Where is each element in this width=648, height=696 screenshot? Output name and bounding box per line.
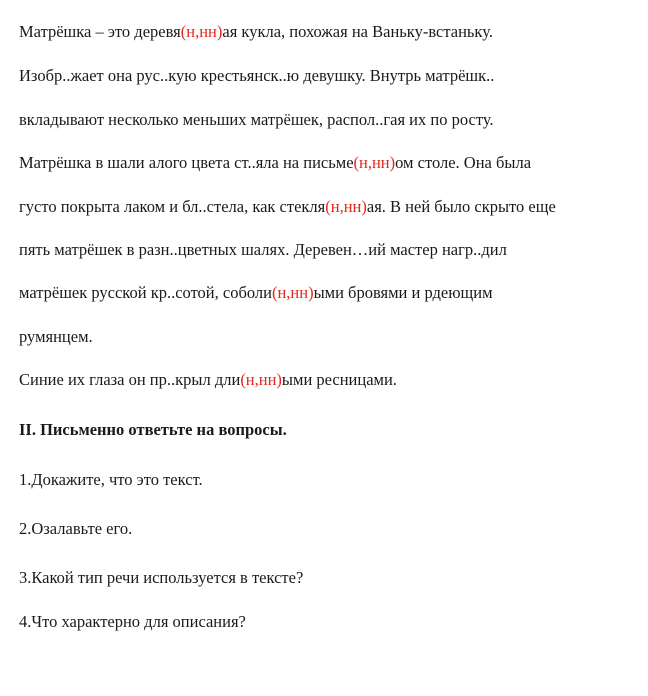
blank-n-nn: (н,нн) bbox=[240, 370, 282, 389]
blank-n-nn: (н,нн) bbox=[271, 283, 314, 302]
question-3: 3.Какой тип речи используется в тексте? bbox=[19, 568, 304, 587]
text-line-8: румянцем. bbox=[19, 327, 93, 346]
question-1: 1.Докажите, что это текст. bbox=[19, 470, 203, 489]
text-line-3: вкладывают несколько меньших матрёшек, распол..гая их по росту. bbox=[19, 110, 494, 129]
question-2: 2.Озалавьте его. bbox=[19, 519, 133, 538]
blank-n-nn: (н,нн) bbox=[353, 153, 396, 172]
text-line-9: Синие их глаза он пр..крыл дли(н,нн)ыми ресницами. bbox=[19, 370, 397, 389]
blank-n-nn: (н,нн) bbox=[180, 22, 223, 41]
question-4: 4.Что характерно для описания? bbox=[19, 612, 246, 631]
section-heading: II. Письменно ответьте на вопросы. bbox=[19, 420, 287, 439]
text-line-7: матрёшек русской кр..сотой, соболи(н,нн)ыми бровями и рдеющим bbox=[19, 283, 493, 302]
blank-n-nn: (н,нн) bbox=[325, 197, 367, 216]
text-line-2: Изобр..жает она рус..кую крестьянск..ю девушку. Внутрь матрёшк.. bbox=[19, 66, 495, 85]
text-line-5: густо покрыта лаком и бл..стела, как стекля(н,нн)ая. В ней было скрыто еще bbox=[19, 197, 556, 216]
text-line-4: Матрёшка в шали алого цвета ст..яла на письме(н,нн)ом столе. Она была bbox=[19, 153, 532, 172]
text-line-1: Матрёшка – это деревя(н,нн)ая кукла, похожая на Ваньку-встаньку. bbox=[19, 22, 493, 41]
text-line-6: пять матрёшек в разн..цветных шалях. Деревен…ий мастер нагр..дил bbox=[19, 240, 507, 259]
